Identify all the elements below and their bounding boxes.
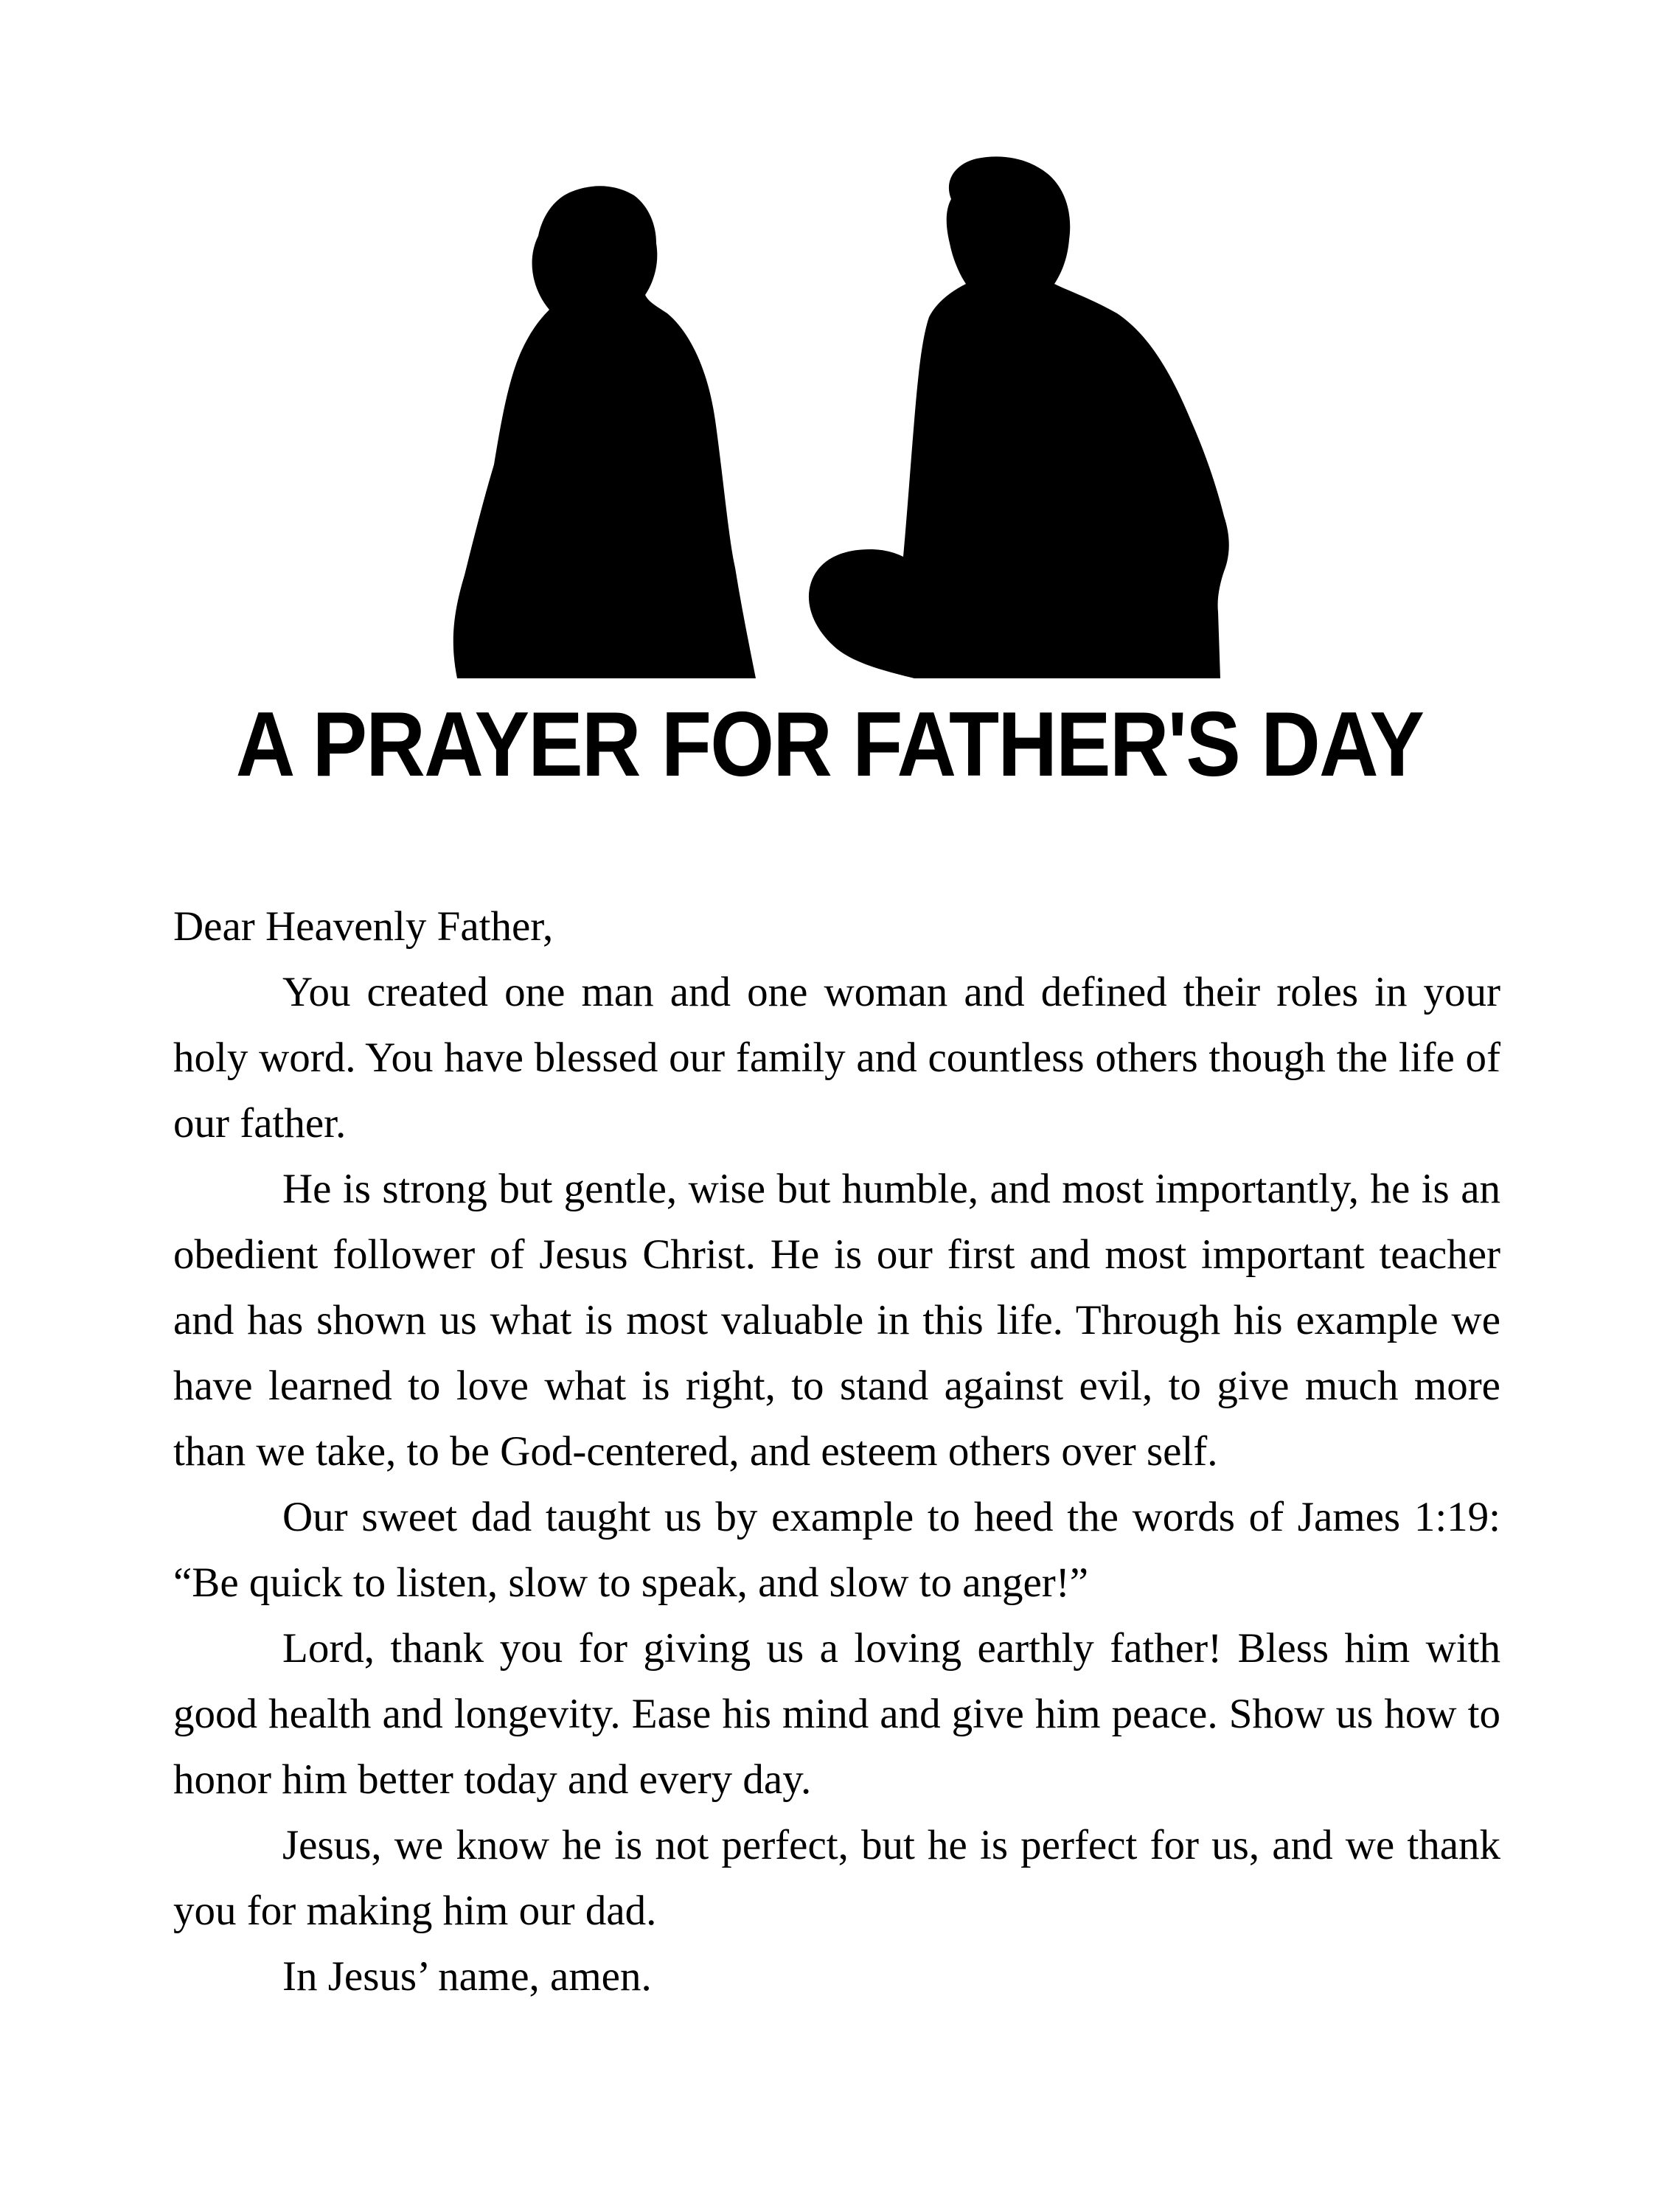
father-silhouette: [809, 156, 1229, 678]
prayer-paragraph: You created one man and one woman and defined their roles in your holy word. You have blessed our family and countless others though the life of our father.: [173, 969, 1500, 1147]
salutation: Dear Heavenly Father,: [173, 903, 554, 950]
prayer-paragraph: Lord, thank you for giving us a loving earthly father! Bless him with good health and longevity. Ease his mind and give him peace. Show us how to honor him better today and every day.: [173, 1625, 1500, 1803]
closing-line: In Jesus’ name, amen.: [282, 1953, 652, 2000]
prayer-paragraph: He is strong but gentle, wise but humble, and most importantly, he is an obedient follower of Jesus Christ. He is our first and most important teacher and has shown us what is most valuable in this life. Through his example we have learned to love what is right, to stand against evil, to give much more than we take, to be God-centered, and esteem others over self.: [173, 1166, 1500, 1475]
prayer-paragraph: Jesus, we know he is not perfect, but he is perfect for us, and we thank you for making him our dad.: [173, 1822, 1500, 1934]
child-silhouette: [453, 186, 756, 678]
father-child-silhouette-image: [413, 155, 1298, 686]
page-title: A PRAYER FOR FATHER'S DAY: [235, 694, 1424, 796]
prayer-paragraph: Our sweet dad taught us by example to heed the words of James 1:19: “Be quick to listen, slow to speak, and slow to anger!”: [173, 1494, 1500, 1606]
prayer-body: [173, 894, 1500, 2009]
